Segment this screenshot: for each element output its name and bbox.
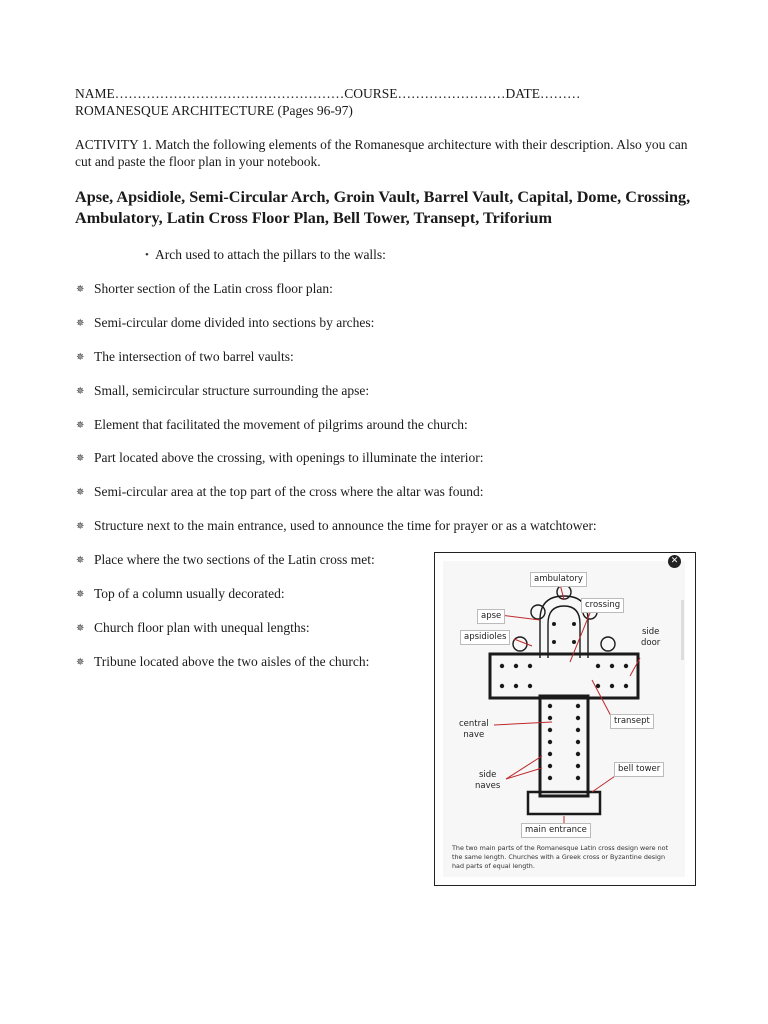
star-bullet-icon: ✵: [76, 555, 85, 566]
question-text: Structure next to the main entrance, used to announce the time for prayer or as a watchtower:: [94, 518, 597, 533]
star-bullet-icon: ✵: [76, 284, 85, 295]
question-text: Church floor plan with unequal lengths:: [94, 620, 310, 635]
question-item: [145, 247, 386, 263]
star-bullet-icon: ✵: [76, 386, 85, 397]
apsidiole-left: [531, 605, 545, 619]
label-main-entrance: main entrance: [521, 823, 591, 838]
label-ambulatory: ambulatory: [530, 572, 587, 587]
star-bullet-icon: ✵: [76, 589, 85, 600]
star-bullet-icon: ✵: [76, 657, 85, 668]
pillar-dots: [500, 622, 628, 780]
figure-caption: The two main parts of the Romanesque Latin cross design were not the same length. Churches with a Greek cross or Byzantine design had parts of equal length.: [452, 844, 669, 870]
name-course-date-line: NAME……………………………………………COURSE……………………DATE………: [75, 86, 581, 101]
label-bell-tower: bell tower: [614, 762, 664, 777]
question-item: [76, 315, 374, 331]
question-text: The intersection of two barrel vaults:: [94, 349, 294, 364]
question-text: Semi-circular dome divided into sections by arches:: [94, 315, 375, 330]
star-bullet-icon: ✵: [76, 521, 85, 532]
bullet-icon: •: [145, 249, 149, 261]
question-text: Top of a column usually decorated:: [94, 586, 285, 601]
question-text: Semi-circular area at the top part of the cross where the altar was found:: [94, 484, 484, 499]
label-transept: transept: [610, 714, 654, 729]
apsidiole-top: [557, 585, 571, 599]
question-text: Small, semicircular structure surrounding the apse:: [94, 383, 370, 398]
question-text: Part located above the crossing, with openings to illuminate the interior:: [94, 450, 484, 465]
label-side-naves: side naves: [475, 770, 501, 791]
label-side-door: side door: [641, 627, 661, 648]
term-bank: Apse, Apsidiole, Semi-Circular Arch, Groin Vault, Barrel Vault, Capital, Dome, Crossing, Ambulatory, Latin Cross Floor Plan, Bell Tower, Transept, Triforium: [75, 188, 691, 227]
close-icon[interactable]: ✕: [668, 555, 681, 568]
star-bullet-icon: ✵: [76, 453, 85, 464]
question-text: Element that facilitated the movement of pilgrims around the church:: [94, 417, 468, 432]
question-text: Shorter section of the Latin cross floor plan:: [94, 281, 333, 296]
star-bullet-icon: ✵: [76, 487, 85, 498]
star-bullet-icon: ✵: [76, 420, 85, 431]
question-item: [76, 281, 333, 297]
floor-plan-drawing: [490, 585, 638, 814]
question-item: [76, 620, 310, 636]
question-item: [76, 349, 294, 365]
latin-cross-floor-plan: [442, 560, 686, 842]
apsidiole-transept-right: [601, 637, 615, 651]
question-item: [76, 586, 285, 602]
worksheet-title: ROMANESQUE ARCHITECTURE (Pages 96-97): [75, 103, 353, 118]
question-item: [76, 484, 483, 500]
label-crossing: crossing: [581, 598, 624, 613]
question-item: [76, 654, 369, 670]
question-item: [76, 518, 597, 534]
label-apse: apse: [477, 609, 505, 624]
question-item: [76, 383, 369, 399]
question-item: [76, 450, 484, 466]
question-item: [76, 552, 375, 568]
activity-instructions: ACTIVITY 1. Match the following elements of the Romanesque architecture with their description. Also you can cut and paste the floor plan in your notebook.: [75, 137, 688, 169]
label-apsidioles: apsidioles: [460, 630, 510, 645]
star-bullet-icon: ✵: [76, 318, 85, 329]
nave-outline: [540, 696, 588, 796]
question-text: Tribune located above the two aisles of the church:: [94, 654, 370, 669]
label-central-nave: central nave: [459, 719, 489, 740]
star-bullet-icon: ✵: [76, 623, 85, 634]
question-item: [76, 417, 468, 433]
question-text: Place where the two sections of the Latin cross met:: [94, 552, 375, 567]
question-text: Arch used to attach the pillars to the walls:: [155, 247, 386, 262]
star-bullet-icon: ✵: [76, 352, 85, 363]
transept-outline: [490, 654, 638, 698]
leader-lines: [494, 584, 640, 824]
